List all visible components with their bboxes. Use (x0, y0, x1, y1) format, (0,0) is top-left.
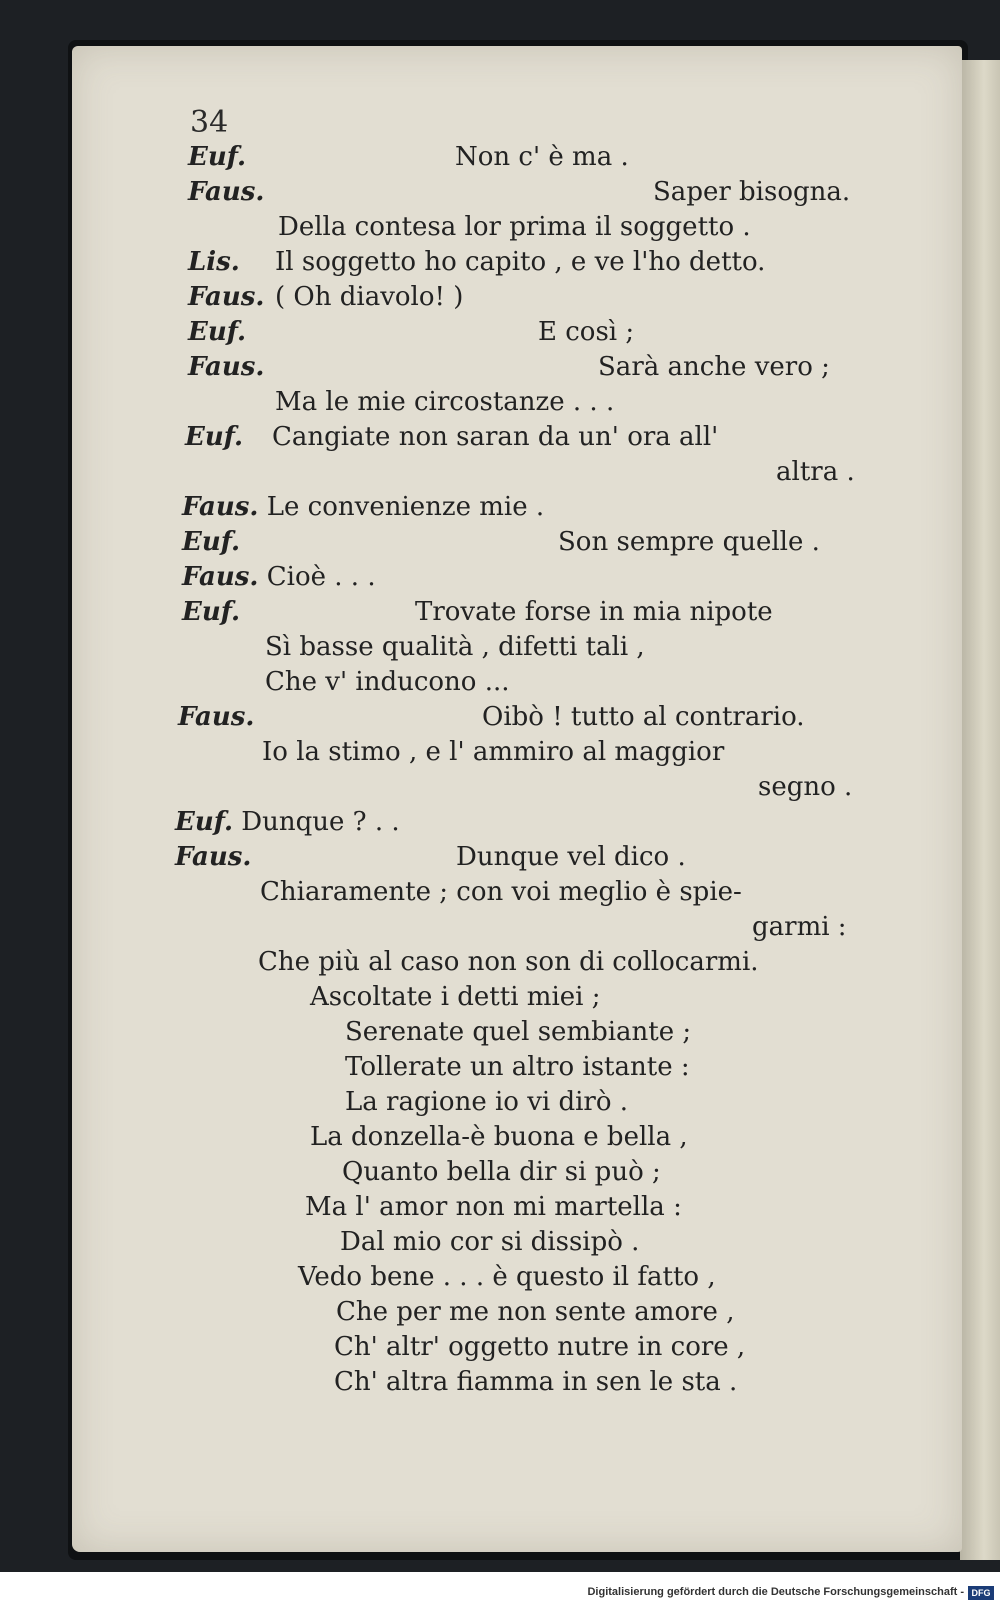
verse-line (334, 1330, 745, 1364)
speaker-label: Euf. (185, 422, 244, 452)
line-text: Saper bisogna. (653, 177, 851, 207)
verse-line (188, 140, 246, 174)
line-text: Della contesa lor prima il soggetto . (278, 212, 751, 242)
verse-line (776, 455, 855, 489)
verse-line (334, 1365, 737, 1399)
speaker-label: Faus. (182, 492, 259, 522)
verse-line (175, 805, 400, 839)
verse-line (482, 700, 805, 734)
verse-line (345, 1015, 691, 1049)
verse-line (345, 1050, 690, 1084)
verse-line (258, 945, 759, 979)
verse-line (758, 770, 852, 804)
dfg-logo: DFG (968, 1586, 994, 1600)
line-text: Ma le mie circostanze . . . (275, 387, 615, 417)
speaker-label: Faus. (175, 842, 252, 872)
speaker-label: Euf. (188, 317, 247, 347)
verse-line (275, 280, 463, 314)
verse-line (182, 490, 544, 524)
verse-line (345, 1085, 628, 1119)
line-text: Son sempre quelle . (558, 527, 820, 557)
speaker-label: Euf. (182, 597, 241, 627)
line-text: Ma l' amor non mi martella : (305, 1192, 682, 1222)
line-text: Dunque ? . . (241, 807, 400, 837)
speaker-label: Faus. (188, 177, 265, 207)
verse-line (310, 1120, 688, 1154)
speaker-label: Faus. (182, 562, 259, 592)
verse-line (272, 420, 718, 454)
line-text: Ascoltate i detti miei ; (310, 982, 601, 1012)
verse-line (342, 1155, 661, 1189)
line-text: Il soggetto ho capito , e ve l'ho detto. (275, 247, 766, 277)
verse-line (182, 525, 240, 559)
verse-line (188, 245, 240, 279)
verse-line (340, 1225, 639, 1259)
verse-line (275, 245, 765, 279)
verse-line (188, 315, 246, 349)
verse-line (298, 1260, 716, 1294)
verse-line (653, 175, 850, 209)
line-text: Quanto bella dir si può ; (342, 1157, 661, 1187)
line-text: E così ; (538, 317, 635, 347)
line-text: Ch' altra fiamma in sen le sta . (334, 1367, 738, 1397)
speaker-label: Euf. (188, 142, 247, 172)
line-text: Chiaramente ; con voi meglio è spie- (260, 877, 742, 907)
line-text: Le convenienze mie . (266, 492, 545, 522)
speaker-label: Faus. (188, 282, 265, 312)
line-text: La donzella-è buona e bella , (310, 1122, 688, 1152)
line-text: Dal mio cor si dissipò . (340, 1227, 640, 1257)
verse-line (182, 560, 376, 594)
verse-line (185, 420, 243, 454)
verse-line (265, 630, 645, 664)
speaker-label: Euf. (175, 807, 234, 837)
line-text: garmi : (752, 912, 847, 942)
line-text: segno . (758, 772, 853, 802)
line-text: altra . (776, 457, 855, 487)
line-text: Cangiate non saran da un' ora all' (272, 422, 719, 452)
verse-line (178, 700, 254, 734)
speaker-label: Lis. (188, 247, 240, 277)
footer-bar (0, 1572, 1000, 1608)
line-text: La ragione io vi dirò . (345, 1087, 629, 1117)
verse-line (558, 525, 820, 559)
line-text: Che v' inducono ... (265, 667, 510, 697)
verse-line (752, 910, 847, 944)
line-text: Non c' è ma . (455, 142, 629, 172)
verse-line (188, 175, 264, 209)
line-text: Ch' altr' oggetto nutre in core , (334, 1332, 746, 1362)
line-text: Sarà anche vero ; (598, 352, 830, 382)
line-text: Cioè . . . (266, 562, 376, 592)
verse-line (305, 1190, 682, 1224)
line-text: Tollerate un altro istante : (345, 1052, 690, 1082)
verse-line (182, 595, 240, 629)
verse-line (175, 840, 251, 874)
page-number: 34 (190, 105, 229, 140)
verse-line (310, 980, 600, 1014)
speaker-label: Faus. (178, 702, 255, 732)
verse-line (188, 350, 264, 384)
speaker-label: Faus. (188, 352, 265, 382)
verse-line (275, 385, 614, 419)
funding-credit: Digitalisierung gefördert durch die Deutsche Forschungsgemeinschaft - (587, 1586, 964, 1598)
line-text: Oibò ! tutto al contrario. (482, 702, 805, 732)
verse-line (260, 875, 742, 909)
verse-line (336, 1295, 734, 1329)
line-text: ( Oh diavolo! ) (275, 282, 464, 312)
verse-line (265, 665, 510, 699)
verse-line (456, 840, 686, 874)
verse-line (598, 350, 830, 384)
speaker-label: Euf. (182, 527, 241, 557)
verse-line (415, 595, 773, 629)
line-text: Serenate quel sembiante ; (345, 1017, 692, 1047)
line-text: Trovate forse in mia nipote (415, 597, 773, 627)
line-text: Io la stimo , e l' ammiro al maggior (262, 737, 725, 767)
verse-line (188, 280, 264, 314)
verse-line (538, 315, 634, 349)
line-text: Che per me non sente amore , (336, 1297, 735, 1327)
verse-line (455, 140, 629, 174)
verse-line (278, 210, 751, 244)
line-text: Dunque vel dico . (456, 842, 686, 872)
line-text: Sì basse qualità , difetti tali , (265, 632, 645, 662)
line-text: Vedo bene . . . è questo il fatto , (298, 1262, 716, 1292)
line-text: Che più al caso non son di collocarmi. (258, 947, 759, 977)
verse-line (262, 735, 724, 769)
